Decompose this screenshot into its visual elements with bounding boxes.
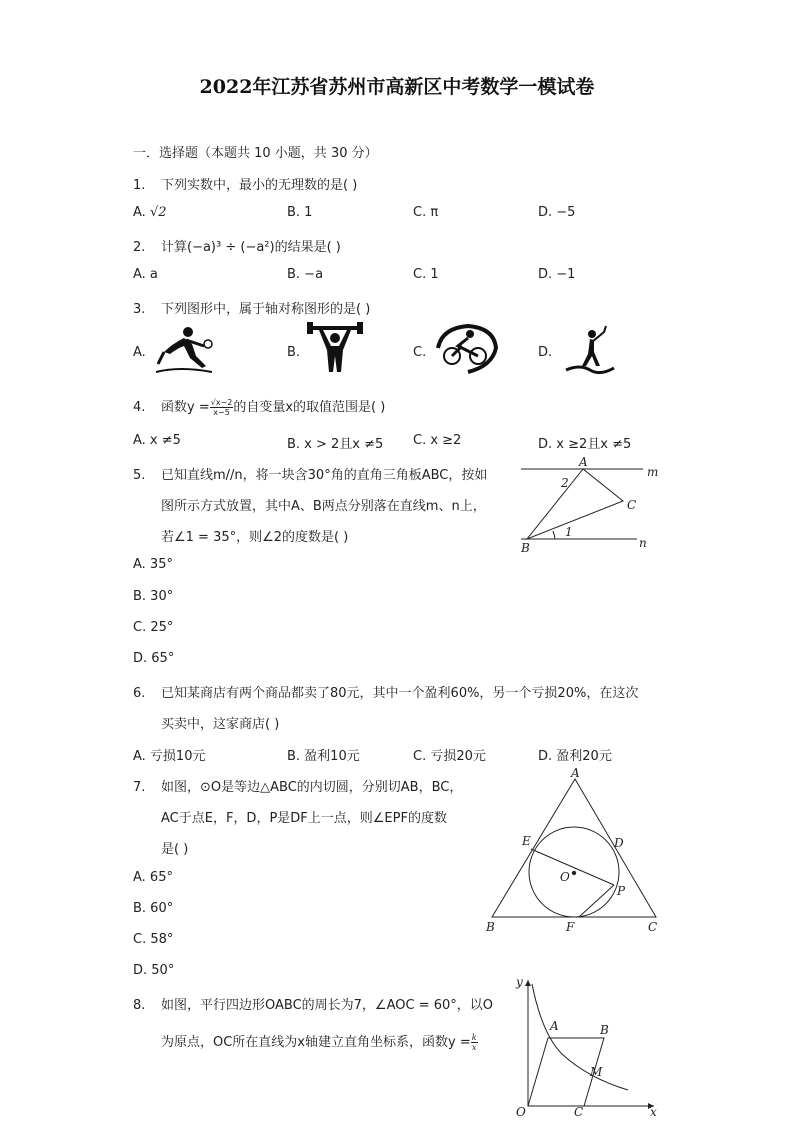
label-D: D [614, 836, 624, 850]
question-8 [133, 994, 493, 1013]
label-m: m [647, 465, 659, 479]
question-number: 6. [133, 686, 146, 701]
question-number: 7. [133, 780, 146, 795]
weightlifter-icon [305, 322, 365, 377]
label-B: B [600, 1023, 609, 1037]
q2-option-a[interactable]: A. a [133, 267, 158, 282]
question-7-line-2: AC于点E，F，D，P是DF上一点，则∠EPF的度数 [161, 811, 447, 826]
q3-option-b[interactable]: B. [287, 345, 301, 360]
question-6 [133, 682, 638, 701]
q7-option-d[interactable]: D. 50° [133, 963, 175, 978]
question-text-post: 的自变量x的取值范围是( ) [233, 400, 386, 415]
q1-option-d[interactable]: D. −5 [538, 205, 576, 220]
page-title: 2022年江苏省苏州市高新区中考数学一模试卷 [199, 76, 595, 98]
q7-option-a[interactable]: A. 65° [133, 870, 173, 885]
q5-option-c[interactable]: C. 25° [133, 620, 174, 635]
label-A: A [579, 455, 588, 469]
question-number: 1. [133, 178, 146, 193]
label-x: x [650, 1105, 657, 1119]
label-O: O [516, 1105, 526, 1119]
question-8-line-2 [161, 1031, 478, 1052]
question-text: 已知某商店有两个商品都卖了80元，其中一个盈利60%，另一个亏损20%，在这次 [161, 686, 639, 701]
label-B: B [486, 920, 495, 934]
question-1 [133, 174, 357, 193]
label-B: B [521, 541, 530, 555]
q5-option-a[interactable]: A. 35° [133, 557, 173, 572]
figure-8-coordinate-plane [508, 972, 663, 1120]
q5-option-b[interactable]: B. 30° [133, 589, 174, 604]
section-heading: 一．选择题（本题共 10 小题，共 30 分） [133, 146, 378, 161]
q1-option-c[interactable]: C. π [413, 205, 439, 220]
q1-option-a[interactable] [133, 205, 167, 220]
q1-option-b[interactable]: B. 1 [287, 205, 313, 220]
option-label: A. [133, 205, 146, 220]
label-y: y [516, 975, 523, 989]
question-4 [133, 396, 385, 417]
q5-option-d[interactable]: D. 65° [133, 651, 175, 666]
q2-option-d[interactable]: D. −1 [538, 267, 576, 282]
question-text: 已知直线m//n，将一块含30°角的直角三角板ABC，按如 [161, 468, 488, 483]
fraction-denominator: x [471, 1043, 477, 1052]
q4-option-b[interactable]: B. x > 2且x ≠5 [287, 437, 384, 452]
q6-option-a[interactable]: A. 亏损10元 [133, 749, 206, 764]
fraction-k-over-x [471, 1033, 478, 1052]
label-O: O [560, 870, 570, 884]
q7-option-c[interactable]: C. 58° [133, 932, 174, 947]
label-angle-1: 1 [565, 525, 573, 539]
fraction-denominator: x−5 [213, 408, 230, 417]
question-number: 2. [133, 240, 146, 255]
figure-5-parallel-lines [515, 455, 665, 555]
sqrt-two: √2 [149, 205, 167, 220]
golfer-icon [560, 322, 620, 377]
fraction-numerator: √x−2 [210, 398, 233, 407]
q6-option-c[interactable]: C. 亏损20元 [413, 749, 486, 764]
q4-option-d[interactable]: D. x ≥2且x ≠5 [538, 437, 632, 452]
question-text: 如图，平行四边形OABC的周长为7，∠AOC = 60°，以O [161, 998, 493, 1013]
label-angle-2: 2 [561, 476, 569, 490]
question-5-line-2: 图所示方式放置，其中A、B两点分别落在直线m、n上， [161, 499, 486, 514]
label-A: A [571, 766, 580, 780]
question-text: 计算(−a)³ ÷ (−a²)的结果是( ) [161, 240, 341, 255]
label-C: C [574, 1105, 584, 1119]
question-text: 为原点，OC所在直线为x轴建立直角坐标系，函数y = [161, 1035, 471, 1050]
fraction-numerator: k [471, 1033, 477, 1042]
figure-7-inscribed-circle [482, 765, 667, 935]
question-3 [133, 298, 370, 317]
q7-option-b[interactable]: B. 60° [133, 901, 174, 916]
q4-option-c[interactable]: C. x ≥2 [413, 433, 462, 448]
question-text-pre: 函数y = [161, 400, 210, 415]
question-6-line-2: 买卖中，这家商店( ) [161, 717, 280, 732]
question-2 [133, 236, 341, 255]
q6-option-b[interactable]: B. 盈利10元 [287, 749, 360, 764]
question-text: 下列图形中，属于轴对称图形的是( ) [161, 302, 371, 317]
label-n: n [639, 536, 647, 550]
label-E: E [522, 834, 531, 848]
label-C: C [627, 498, 637, 512]
question-text: 如图，⊙O是等边△ABC的内切圆，分别切AB，BC， [161, 780, 463, 795]
question-number: 3. [133, 302, 146, 317]
label-P: P [617, 884, 626, 898]
q2-option-c[interactable]: C. 1 [413, 267, 439, 282]
question-5 [133, 464, 487, 483]
fraction [210, 398, 234, 417]
label-C: C [648, 920, 658, 934]
q3-option-c[interactable]: C. [413, 345, 427, 360]
q4-option-a[interactable]: A. x ≠5 [133, 433, 181, 448]
question-number: 4. [133, 400, 146, 415]
q6-option-d[interactable]: D. 盈利20元 [538, 749, 612, 764]
question-number: 8. [133, 998, 146, 1013]
question-7 [133, 776, 462, 795]
label-F: F [566, 920, 575, 934]
cyclist-icon [432, 322, 500, 377]
label-M: M [590, 1065, 603, 1079]
question-text: 下列实数中，最小的无理数的是( ) [161, 178, 358, 193]
q3-option-d[interactable]: D. [538, 345, 553, 360]
q3-option-a[interactable]: A. [133, 345, 146, 360]
question-7-line-3: 是( ) [161, 842, 189, 857]
label-A: A [550, 1019, 559, 1033]
question-number: 5. [133, 468, 146, 483]
volleyball-player-icon [150, 322, 220, 377]
question-5-line-3: 若∠1 = 35°，则∠2的度数是( ) [161, 530, 349, 545]
q2-option-b[interactable]: B. −a [287, 267, 324, 282]
